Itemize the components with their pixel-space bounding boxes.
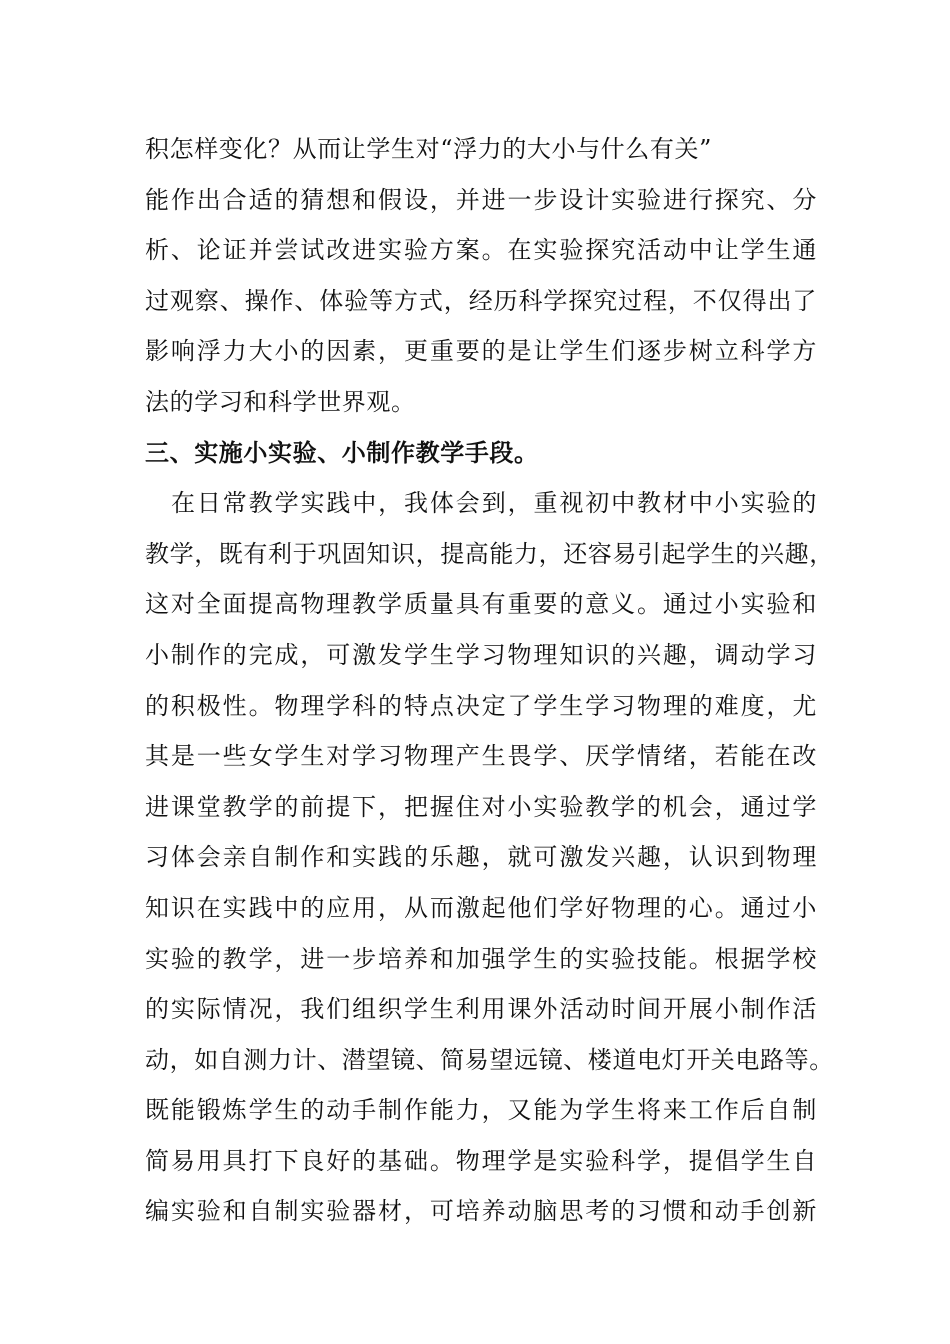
- paragraph-line: 教学，既有利于巩固知识，提高能力，还容易引起学生的兴趣，: [145, 539, 834, 568]
- paragraph-line: 动，如自测力计、潜望镜、简易望远镜、楼道电灯开关电路等。: [145, 1045, 834, 1074]
- paragraph-line: 其是一些女学生对学习物理产生畏学、厌学情绪，若能在改: [145, 742, 817, 771]
- paragraph-line: 进课堂教学的前提下，把握住对小实验教学的机会，通过学: [145, 792, 817, 821]
- paragraph-line: 的实际情况，我们组织学生利用课外活动时间开展小制作活: [145, 995, 817, 1024]
- paragraph-2: [145, 478, 834, 1237]
- paragraph-line: 实验的教学，进一步培养和加强学生的实验技能。根据学校: [145, 944, 817, 973]
- paragraph-line: 在日常教学实践中，我体会到，重视初中教材中小实验的: [171, 489, 817, 518]
- paragraph-line: 习体会亲自制作和实践的乐趣，就可激发兴趣，认识到物理: [145, 843, 817, 872]
- section-heading: 三、实施小实验、小制作教学手段。: [145, 437, 539, 467]
- paragraph-line: 能作出合适的猜想和假设，并进一步设计实验进行探究、分: [145, 185, 817, 214]
- paragraph-line: 法的学习和科学世界观。: [145, 387, 416, 416]
- paragraph-line: 小制作的完成，可激发学生学习物理知识的兴趣，调动学习: [145, 640, 817, 669]
- paragraph-line: 编实验和自制实验器材，可培养动脑思考的习惯和动手创新: [145, 1197, 817, 1226]
- document-text: [145, 124, 834, 1237]
- paragraph-line: 这对全面提高物理教学质量具有重要的意义。通过小实验和: [145, 590, 817, 619]
- paragraph-line: 既能锻炼学生的动手制作能力，又能为学生将来工作后自制: [145, 1096, 817, 1125]
- paragraph-line: 积怎样变化？从而让学生对“浮力的大小与什么有关”: [145, 135, 712, 163]
- paragraph-line: 过观察、操作、体验等方式，经历科学探究过程，不仅得出了: [145, 286, 817, 315]
- paragraph-line: 析、论证并尝试改进实验方案。在实验探究活动中让学生通: [145, 236, 817, 265]
- paragraph-line: 影响浮力大小的因素，更重要的是让学生们逐步树立科学方: [145, 337, 817, 366]
- paragraph-line: 简易用具打下良好的基础。物理学是实验科学，提倡学生自: [145, 1146, 817, 1175]
- paragraph-line: 知识在实践中的应用，从而激起他们学好物理的心。通过小: [145, 893, 817, 922]
- paragraph-line: 的积极性。物理学科的特点决定了学生学习物理的难度，尤: [145, 691, 817, 720]
- paragraph-1: [145, 124, 817, 428]
